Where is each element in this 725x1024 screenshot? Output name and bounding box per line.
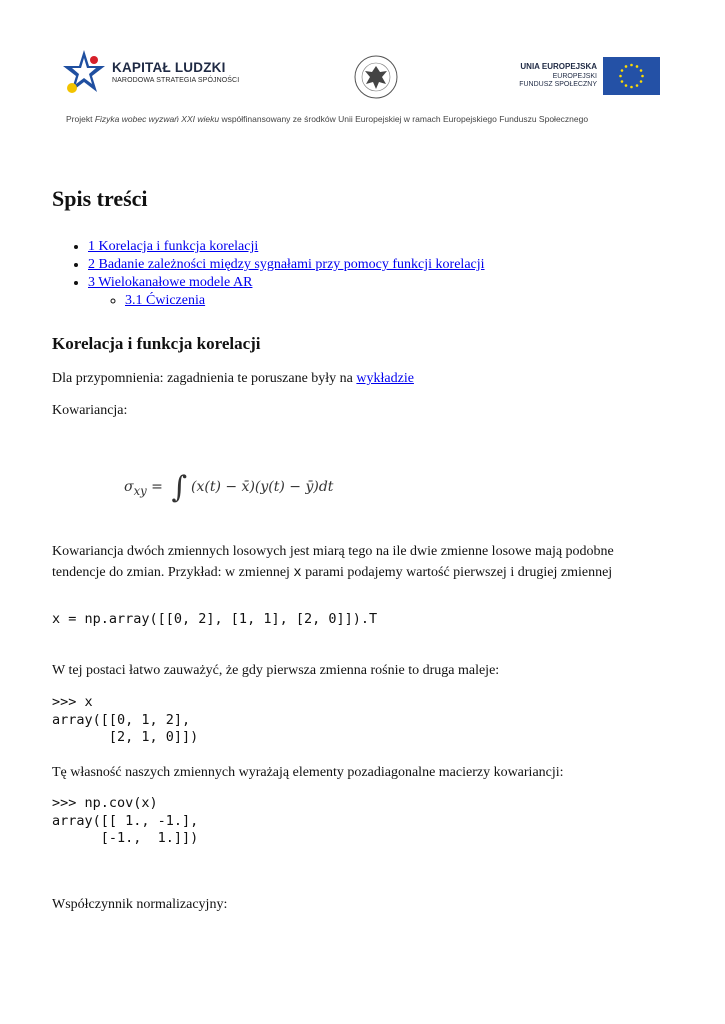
kapital-ludzki-subtitle: NARODOWA STRATEGIA SPÓJNOŚCI bbox=[112, 77, 240, 84]
eu-line-2: EUROPEJSKI bbox=[552, 73, 597, 80]
kapital-ludzki-title: KAPITAŁ LUDZKI bbox=[112, 60, 226, 75]
kapital-ludzki-star-icon bbox=[62, 48, 106, 98]
reminder-text: Dla przypomnienia: zagadnienia te poruszane były na bbox=[52, 371, 357, 386]
eu-star-icon bbox=[625, 65, 628, 68]
eu-flag-icon bbox=[603, 57, 660, 95]
eu-star-icon bbox=[630, 64, 633, 67]
project-suffix: współfinansowany ze środków Unii Europejskiej w ramach Europejskiego Funduszu Społecznego bbox=[219, 114, 589, 124]
toc-item bbox=[88, 256, 485, 274]
formula-integral: ∫ bbox=[171, 470, 188, 505]
toc-subitem bbox=[125, 292, 485, 310]
paragraph-normalization: Współczynnik normalizacyjny: bbox=[52, 897, 228, 912]
section-heading: Korelacja i funkcja korelacji bbox=[52, 334, 261, 353]
eu-line-3: FUNDUSZ SPOŁECZNY bbox=[519, 81, 597, 88]
eu-star-icon bbox=[621, 80, 624, 83]
eu-star-icon bbox=[619, 75, 622, 78]
kapital-ludzki-logo bbox=[62, 48, 242, 98]
project-prefix: Projekt bbox=[66, 114, 95, 124]
page-header bbox=[0, 0, 725, 140]
eu-star-icon bbox=[630, 86, 633, 89]
inline-code-x: x bbox=[293, 564, 302, 580]
project-line bbox=[66, 114, 588, 124]
toc-link-3[interactable]: 3 Wielokanałowe modele AR bbox=[88, 275, 253, 290]
covariance-formula bbox=[124, 464, 334, 505]
code-block-x-output: >>> x array([[0, 1, 2], [2, 1, 0]]) bbox=[52, 694, 199, 745]
project-title: Fizyka wobec wyzwań XXI wieku bbox=[94, 114, 220, 124]
toc-link-2[interactable]: 2 Badanie zależności między sygnałami przy pomocy funkcji korelacji bbox=[88, 257, 485, 272]
toc-item bbox=[88, 274, 485, 310]
toc-link-3-1[interactable]: 3.1 Ćwiczenia bbox=[125, 293, 206, 308]
eu-star-icon bbox=[641, 75, 644, 78]
eu-star-icon bbox=[640, 80, 643, 83]
toc-link-1[interactable]: 1 Korelacja i funkcja korelacji bbox=[88, 239, 259, 254]
formula-body: (x(t) − x̄)(y(t) − ȳ)dt bbox=[191, 479, 334, 495]
eu-star-icon bbox=[636, 65, 639, 68]
lecture-link[interactable]: wykładzie bbox=[356, 371, 414, 386]
eu-star-icon bbox=[621, 69, 624, 72]
paragraph-offdiagonal: Tę własność naszych zmiennych wyrażają elementy pozadiagonalne macierzy kowariancji: bbox=[52, 765, 564, 780]
paragraph-reminder bbox=[52, 368, 672, 389]
eu-text-block bbox=[519, 62, 597, 88]
paragraph-covariance-description bbox=[52, 541, 672, 583]
covariance-desc-line2-post: parami podajemy wartość pierwszej i drugiej zmiennej bbox=[301, 565, 613, 580]
covariance-desc-line2-pre: tendencje do zmian. Przykład: w zmiennej bbox=[52, 565, 294, 580]
code-block-array: x = np.array([[0, 2], [1, 1], [2, 0]]).T bbox=[52, 611, 378, 627]
formula-subscript: xy bbox=[133, 483, 147, 498]
paragraph-observation: W tej postaci łatwo zauważyć, że gdy pierwsza zmienna rośnie to druga maleje: bbox=[52, 663, 500, 678]
eu-star-icon bbox=[625, 84, 628, 87]
eu-star-icon bbox=[640, 69, 643, 72]
toc-item bbox=[88, 238, 485, 256]
toc-sublist bbox=[88, 292, 485, 310]
paragraph-covariance-label: Kowariancja: bbox=[52, 403, 128, 418]
table-of-contents bbox=[52, 238, 485, 310]
code-block-cov-output: >>> np.cov(x) array([[ 1., -1.], [-1., 1.]]) bbox=[52, 795, 199, 846]
formula-sigma: σ bbox=[124, 479, 134, 495]
eu-star-icon bbox=[636, 84, 639, 87]
formula-equals: = bbox=[146, 479, 168, 495]
university-seal-icon bbox=[353, 54, 399, 100]
eu-line-1: UNIA EUROPEJSKA bbox=[520, 62, 597, 71]
covariance-desc-line1: Kowariancja dwóch zmiennych losowych jest miarą tego na ile dwie zmienne losowe mają podobne bbox=[52, 544, 614, 559]
toc-title: Spis treści bbox=[52, 186, 148, 211]
